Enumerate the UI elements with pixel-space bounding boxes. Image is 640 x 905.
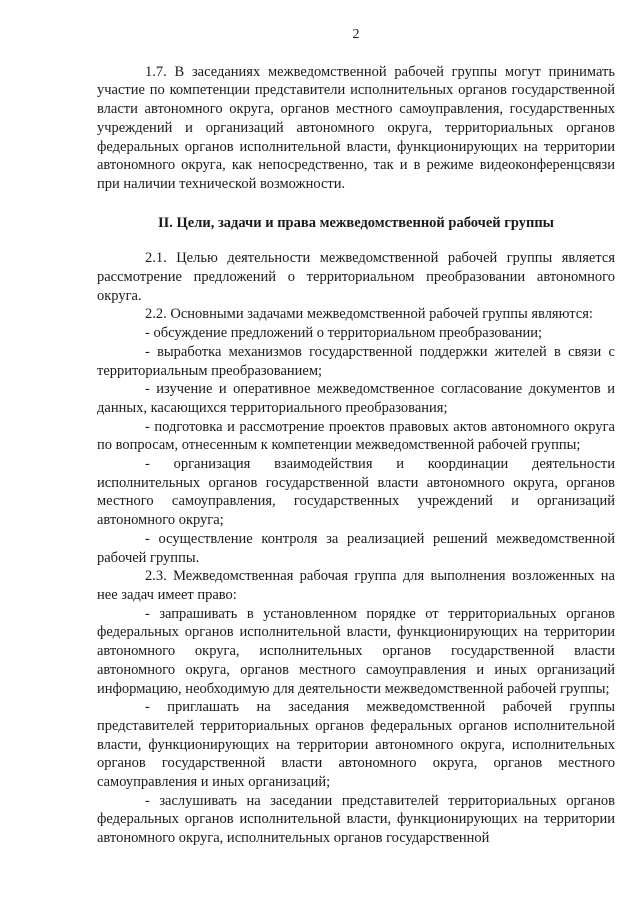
page-number: 2 — [352, 27, 360, 42]
right-item: - запрашивать в установленном порядке от территориальных органов федеральных органов исполнительной власти, функционирующих на территории автономного округа, исполнительных органов государственной власти автономного округа, органов местного самоуправления и иных организаций информацию, необходимую для деятельности межведомственной рабочей группы; — [97, 605, 615, 697]
page-body — [97, 26, 615, 848]
task-item: - выработка механизмов государственной поддержки жителей в связи с территориальным преобразованием; — [97, 343, 615, 379]
right-item: - заслушивать на заседании представителей территориальных органов федеральных органов исполнительной власти, функционирующих на территории автономного округа, исполнительных органов государственной — [97, 792, 615, 847]
task-item: - подготовка и рассмотрение проектов правовых актов автономного округа по вопросам, отнесенным к компетенции межведомственной рабочей группы; — [97, 418, 615, 454]
paragraph-2-1: 2.1. Целью деятельности межведомственной рабочей группы является рассмотрение предложений о территориальном преобразовании автономного округа. — [97, 250, 615, 304]
task-item: - осуществление контроля за реализацией решений межведомственной рабочей группы. — [97, 530, 615, 566]
right-item: - приглашать на заседания межведомственной рабочей группы представителей территориальных органов федеральных органов исполнительной власти, функционирующих на территории автономного округа, исполнительных органов государственной власти автономного округа, органов местного самоуправления и иных организаций; — [97, 699, 615, 791]
section-2-heading: II. Цели, задачи и права межведомственной рабочей группы — [157, 214, 554, 231]
task-item: - обсуждение предложений о территориальном преобразовании; — [145, 325, 543, 342]
paragraph-2-3: 2.3. Межведомственная рабочая группа для выполнения возложенных на нее задач имеет право: — [97, 568, 615, 603]
task-item: - организация взаимодействия и координации деятельности исполнительных органов государственной власти автономного округа, органов местного самоуправления, государственных учреждений и организаций автономного округа; — [97, 456, 615, 529]
task-item: - изучение и оперативное межведомственное согласование документов и данных, касающихся территориального преобразования; — [97, 381, 615, 416]
paragraph-2-2: 2.2. Основными задачами межведомственной рабочей группы являются: — [145, 306, 593, 323]
paragraph-1-7: 1.7. В заседаниях межведомственной рабочей группы могут принимать участие по компетенции представители исполнительных органов государственной власти автономного округа, органов местного самоуправления, государственных учреждений и организаций автономного округа, территориальных органов федеральных органов исполнительной власти, функционирующих на территории автономного округа, как непосредственно, так и в режиме видеоконференцсвязи при наличии технической возможности. — [97, 63, 615, 192]
